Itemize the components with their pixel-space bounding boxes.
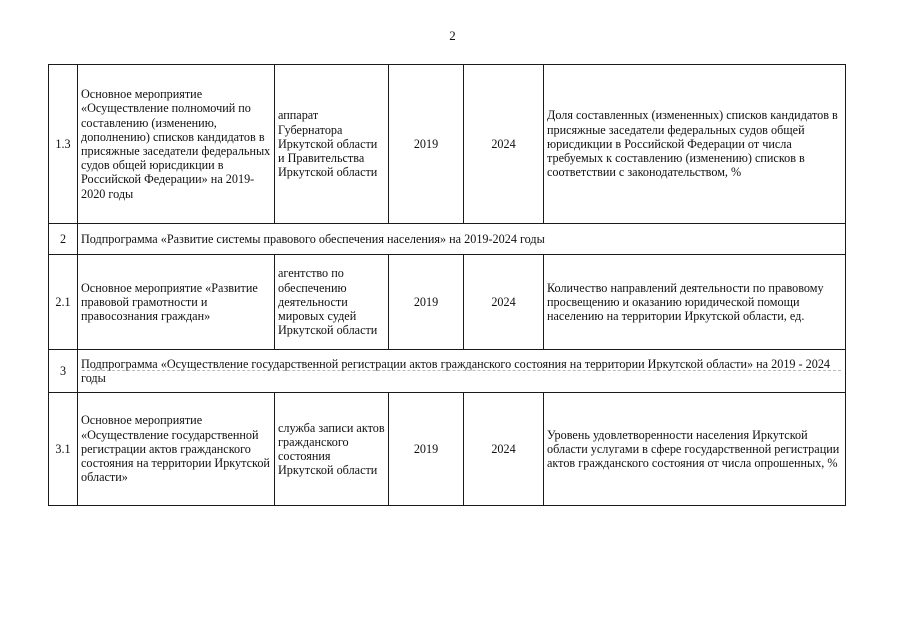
section-number: 3 (49, 350, 78, 393)
indicator: Доля составленных (измененных) списков кандидатов в присяжные заседатели федеральных судов общей юрисдикции в Российской Федерации от числа требуемых к составлению (изменению) списков в соответствии с законодательством, % (544, 65, 846, 224)
end-year: 2024 (464, 65, 544, 224)
page-number: 2 (449, 28, 456, 43)
indicator: Уровень удовлетворенности населения Иркутской области услугами в сфере государственной регистрации актов гражданского состояния от числа опрошенных, % (544, 393, 846, 506)
table-row (49, 393, 846, 506)
table-row-section (49, 350, 846, 393)
indicator: Количество направлений деятельности по правовому просвещению и оказанию юридической помощи населению на территории Иркутской области, ед. (544, 255, 846, 350)
start-year: 2019 (389, 65, 464, 224)
program-table (48, 64, 846, 506)
section-number: 2 (49, 224, 78, 255)
activity-name: Основное мероприятие «Осуществление государственной регистрации актов гражданского состояния на территории Иркутской области» (78, 393, 275, 506)
start-year: 2019 (389, 255, 464, 350)
row-number: 1.3 (49, 65, 78, 224)
activity-name: Основное мероприятие «Развитие правовой грамотности и правосознания граждан» (78, 255, 275, 350)
row-number: 3.1 (49, 393, 78, 506)
start-year: 2019 (389, 393, 464, 506)
executor: служба записи актов гражданского состояния Иркутской области (275, 393, 389, 506)
section-title: Подпрограмма «Осуществление государственной регистрации актов гражданского состояния на территории Иркутской области» на 2019 - 2024 годы (81, 356, 831, 385)
table-row (49, 255, 846, 350)
row-number: 2.1 (49, 255, 78, 350)
end-year: 2024 (464, 255, 544, 350)
section-title-cell (78, 350, 846, 393)
table-row-section (49, 224, 846, 255)
executor: аппарат Губернатора Иркутской области и Правительства Иркутской области (275, 65, 389, 224)
section-title: Подпрограмма «Развитие системы правового обеспечения населения» на 2019-2024 годы (81, 231, 545, 246)
table-row (49, 65, 846, 224)
activity-name: Основное мероприятие «Осуществление полномочий по составлению (изменению, дополнению) списков кандидатов в присяжные заседатели федеральных судов общей юрисдикции в Российской Федерации» на 2019-2020 годы (78, 65, 275, 224)
end-year: 2024 (464, 393, 544, 506)
executor: агентство по обеспечению деятельности мировых судей Иркутской области (275, 255, 389, 350)
section-title-cell (78, 224, 846, 255)
